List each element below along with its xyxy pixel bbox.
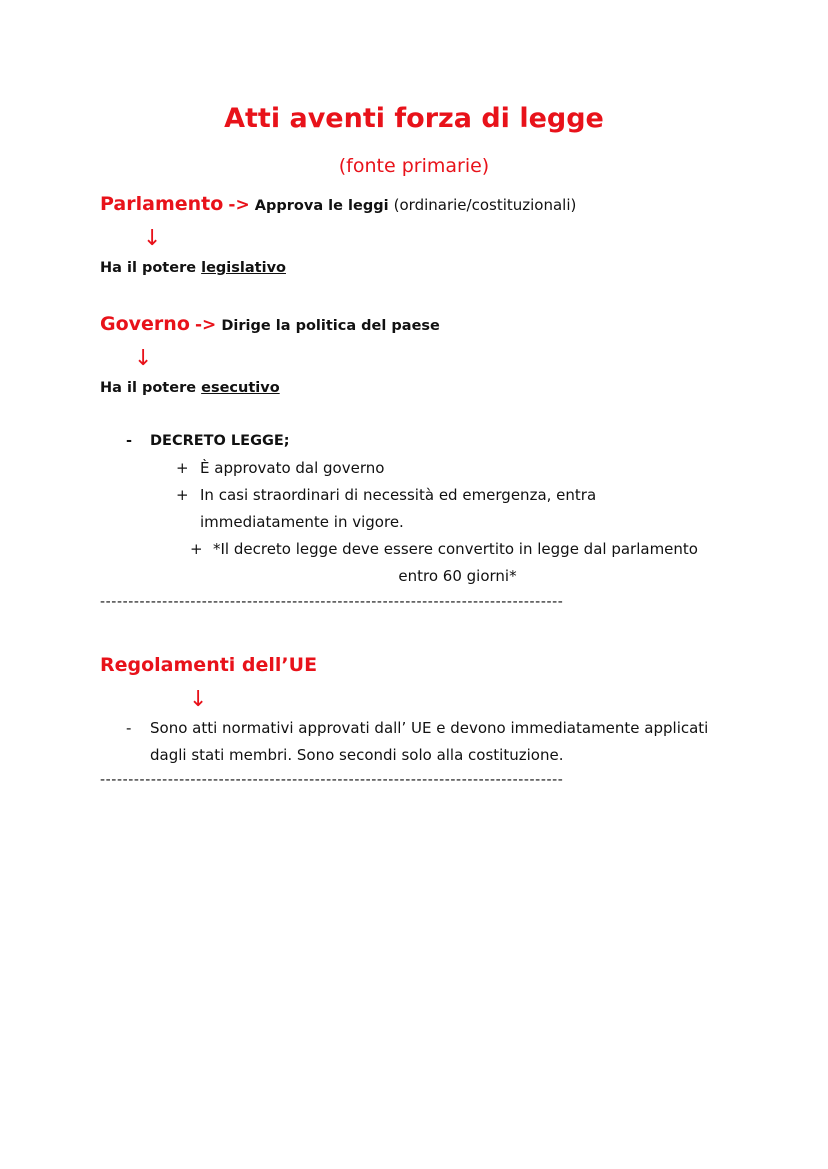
list-item-continued: immediatamente in vigore.: [200, 513, 404, 531]
down-arrow-icon: ↓: [143, 226, 162, 251]
list-item: In casi straordinari di necessità ed emergenza, entra: [200, 486, 597, 504]
regolamenti-text-continued: dagli stati membri. Sono secondi solo alla costituzione.: [150, 746, 564, 764]
down-arrow-icon: ↓: [189, 687, 208, 712]
governo-power: [100, 380, 280, 396]
right-arrow-icon: ->: [194, 315, 217, 335]
list-item-continued: entro 60 giorni*: [398, 567, 517, 585]
list-item: È approvato dal governo: [200, 459, 385, 477]
separator-line: ----------------------------------------------------------------------------------: [100, 772, 564, 788]
regolamenti-text: Sono atti normativi approvati dall’ UE e devono immediatamente applicati: [150, 719, 709, 737]
power-prefix: Ha il potere: [100, 380, 197, 396]
power-word: legislativo: [201, 260, 286, 276]
list-bullet: -: [126, 719, 132, 737]
parlamento-power: [100, 260, 286, 276]
power-word: esecutivo: [201, 380, 280, 396]
governo-action: Dirige la politica del paese: [221, 318, 440, 334]
regolamenti-label: Regolamenti dell’UE: [100, 654, 318, 676]
page-title: Atti aventi forza di legge: [224, 103, 604, 134]
governo-label: Governo: [100, 313, 190, 335]
parlamento-action: Approva le leggi: [254, 198, 389, 214]
plus-icon: +: [176, 459, 189, 477]
separator-line: ----------------------------------------------------------------------------------: [100, 594, 564, 610]
decreto-heading: DECRETO LEGGE;: [150, 433, 290, 449]
down-arrow-icon: ↓: [134, 346, 153, 371]
governo-line: [100, 313, 440, 335]
page-subtitle: (fonte primarie): [338, 155, 490, 177]
parlamento-label: Parlamento: [100, 193, 224, 215]
plus-icon: +: [176, 486, 189, 504]
parlamento-line: [100, 193, 576, 215]
right-arrow-icon: ->: [228, 195, 250, 215]
plus-icon: +: [190, 540, 203, 558]
parlamento-action-detail: (ordinarie/costituzionali): [393, 196, 577, 214]
list-item: *Il decreto legge deve essere convertito in legge dal parlamento: [213, 540, 698, 558]
power-prefix: Ha il potere: [100, 260, 197, 276]
list-bullet: -: [126, 433, 133, 449]
